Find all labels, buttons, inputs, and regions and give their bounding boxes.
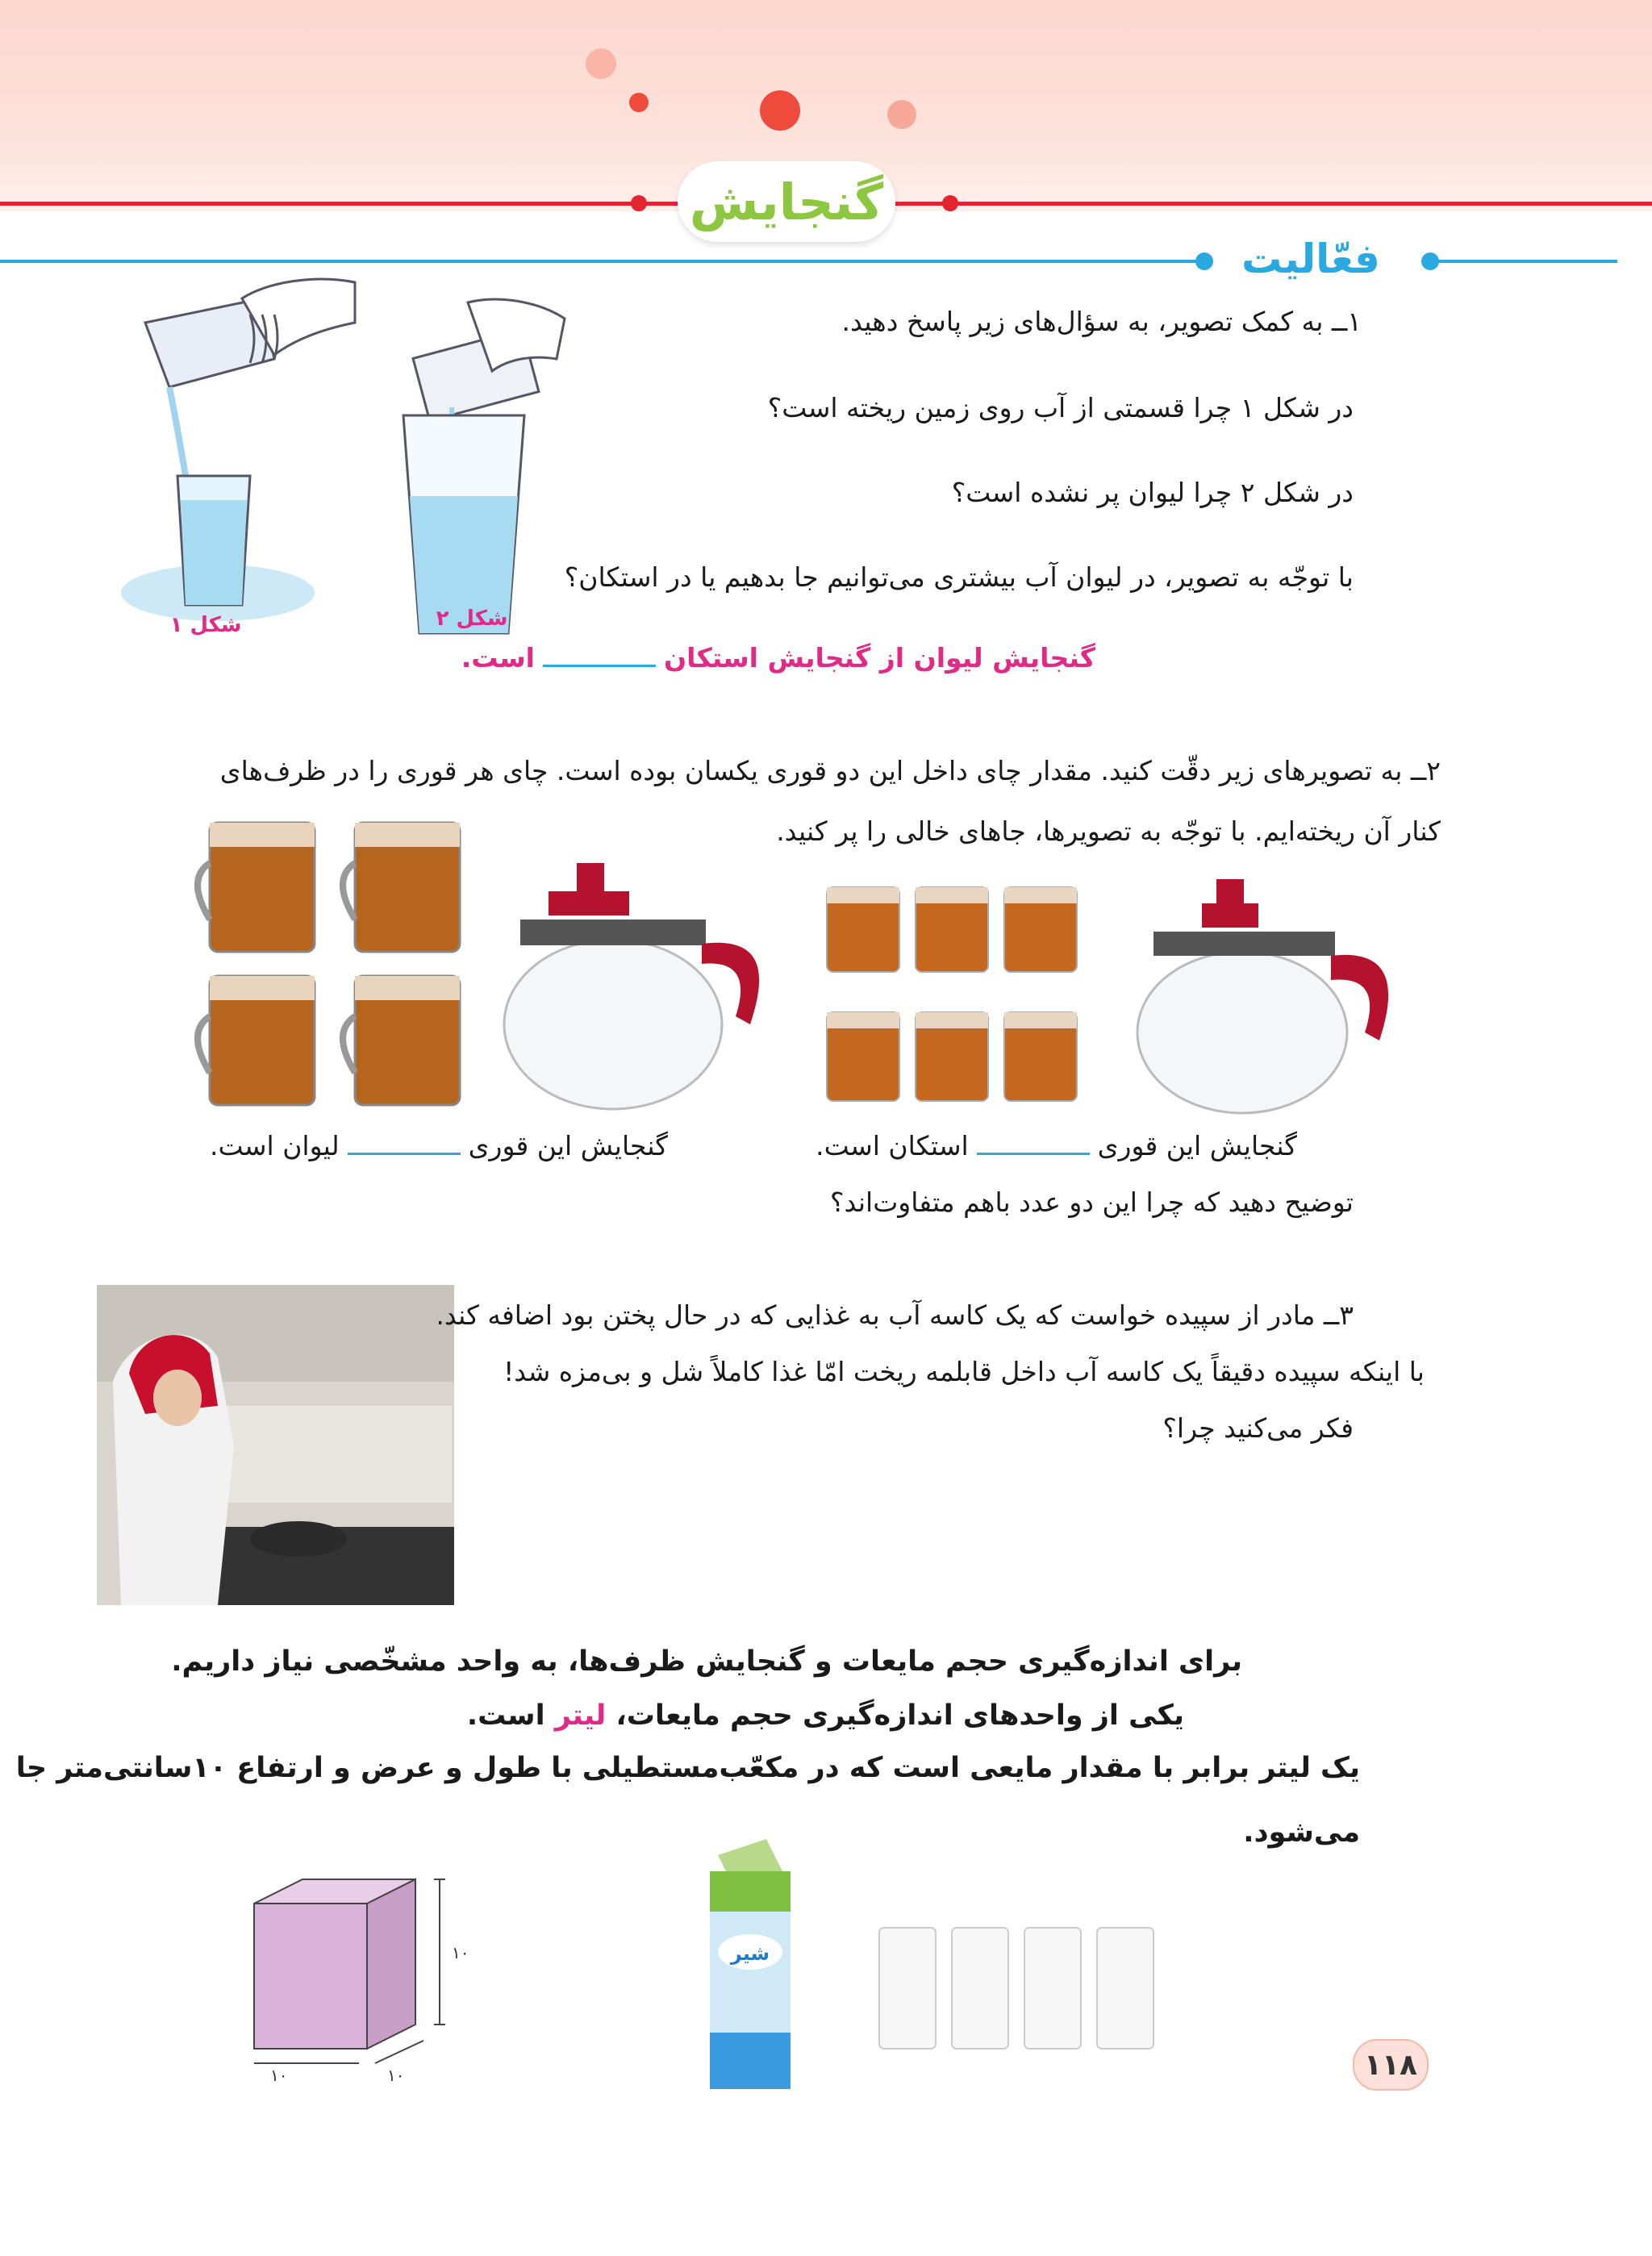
tea-glass <box>827 887 899 972</box>
activity-dot-left <box>1195 252 1213 270</box>
q2-line1: ۲ــ به تصویرهای زیر دقّت کنید. مقدار چای داخل این دو قوری یکسان بوده است. چای هر قوری را در ظرف‌های <box>219 755 1441 786</box>
q1-intro: ۱ــ به کمک تصویر، به سؤال‌های زیر پاسخ دهید. <box>841 306 1362 337</box>
page-number: ۱۱۸ <box>1353 2039 1429 2091</box>
liter-line1: برای اندازه‌گیری حجم مایعات و گنجایش ظرف‌ها، به واحد مشخّصی نیاز داریم. <box>171 1645 1242 1678</box>
q1-fill-part2: است. <box>461 642 535 673</box>
q2-left-blank[interactable] <box>348 1153 461 1155</box>
teapot-with-glasses-illustration <box>815 879 1428 1121</box>
q1-fill-sentence <box>461 641 1095 676</box>
milk-carton <box>710 1839 791 2089</box>
milk-label: شیر <box>730 1942 770 1965</box>
liter-keyword: لیتر <box>554 1699 607 1732</box>
q1-line1: در شکل ۱ چرا قسمتی از آب روی زمین ریخته است؟ <box>767 392 1354 423</box>
liter-cube-diagram <box>234 1863 524 2081</box>
liter-line2-b: است. <box>466 1699 545 1732</box>
teapot <box>1137 879 1388 1113</box>
activity-line-right <box>1428 260 1617 263</box>
decor-dot <box>942 195 958 211</box>
cooking-photo <box>97 1285 454 1605</box>
q3-line2: با اینکه سپیده دقیقاً یک کاسه آب داخل قابلمه ریخت امّا غذا کاملاً شل و بی‌مزه شد! <box>503 1356 1425 1387</box>
q3-line1: ۳ــ مادر از سپیده خواست که یک کاسه آب به غذایی که در حال پختن بود اضافه کند. <box>436 1299 1354 1331</box>
q2-right-fill-b: استکان است. <box>816 1130 969 1161</box>
cube-depth-label: ۱۰ <box>387 2066 405 2081</box>
mug <box>343 976 460 1105</box>
liter-line2 <box>467 1698 1184 1735</box>
q2-right-fill-a: گنجایش این قوری <box>1097 1130 1297 1161</box>
tea-glass <box>1004 887 1077 972</box>
tea-glass <box>1004 1012 1077 1101</box>
milk-glass <box>1024 1928 1081 2049</box>
pouring-illustration-2 <box>395 294 581 649</box>
tea-glass <box>827 1012 899 1101</box>
milk-glass <box>952 1928 1008 2049</box>
decor-dot <box>887 100 916 129</box>
figure-1-caption: شکل ۱ <box>169 613 242 637</box>
pouring-illustration <box>121 266 379 653</box>
mug <box>198 823 315 952</box>
q1-fill-part1: گنجایش لیوان از گنجایش استکان <box>663 642 1095 673</box>
activity-title: فعّالیت <box>1241 236 1380 282</box>
mug <box>198 976 315 1105</box>
decor-dot <box>629 93 649 112</box>
cube-width-label: ۱۰ <box>270 2066 288 2081</box>
q2-explain: توضیح دهید که چرا این دو عدد باهم متفاوت‌اند؟ <box>830 1186 1354 1218</box>
decor-dot <box>586 48 616 79</box>
mug <box>343 823 460 952</box>
liter-line3: یک لیتر برابر با مقدار مایعی است که در مکعّب‌مستطیلی با طول و عرض و ارتفاع ۱۰سانتی‌متر جا <box>15 1752 1360 1784</box>
figure-2-caption: شکل ۲ <box>436 607 508 631</box>
decor-dot <box>760 90 800 131</box>
q3-line3: فکر می‌کنید چرا؟ <box>1162 1412 1354 1444</box>
q1-blank[interactable] <box>543 665 656 667</box>
q2-right-fill <box>816 1129 1297 1164</box>
q2-left-fill-a: گنجایش این قوری <box>468 1130 668 1161</box>
q2-line2: کنار آن ریخته‌ایم. با توجّه به تصویرها، جاهای خالی را پر کنید. <box>776 815 1441 847</box>
q2-left-fill <box>210 1129 668 1164</box>
q2-left-fill-b: لیوان است. <box>210 1130 340 1161</box>
cube-height-label: ۱۰ <box>452 1943 469 1962</box>
liter-line2-a: یکی از واحدهای اندازه‌گیری حجم مایعات، <box>615 1699 1184 1732</box>
q1-line2: در شکل ۲ چرا لیوان پر نشده است؟ <box>951 477 1354 508</box>
figure-1-pouring <box>121 279 355 621</box>
tea-glass <box>916 887 988 972</box>
q2-right-blank[interactable] <box>977 1153 1090 1155</box>
milk-glass <box>879 1928 936 2049</box>
teapot <box>504 863 759 1109</box>
milk-carton-illustration <box>702 1839 1186 2113</box>
teapot-with-mugs-illustration <box>194 815 774 1121</box>
chapter-title: گنجایش <box>689 172 884 231</box>
tea-glass <box>916 1012 988 1101</box>
activity-line-left <box>0 260 1202 263</box>
chapter-title-pill <box>678 161 895 242</box>
decor-dot <box>631 195 647 211</box>
q1-line3: با توجّه به تصویر، در لیوان آب بیشتری می‌توانیم جا بدهیم یا در استکان؟ <box>564 561 1354 593</box>
milk-glass <box>1097 1928 1153 2049</box>
liter-line4: می‌شود. <box>1243 1816 1360 1849</box>
